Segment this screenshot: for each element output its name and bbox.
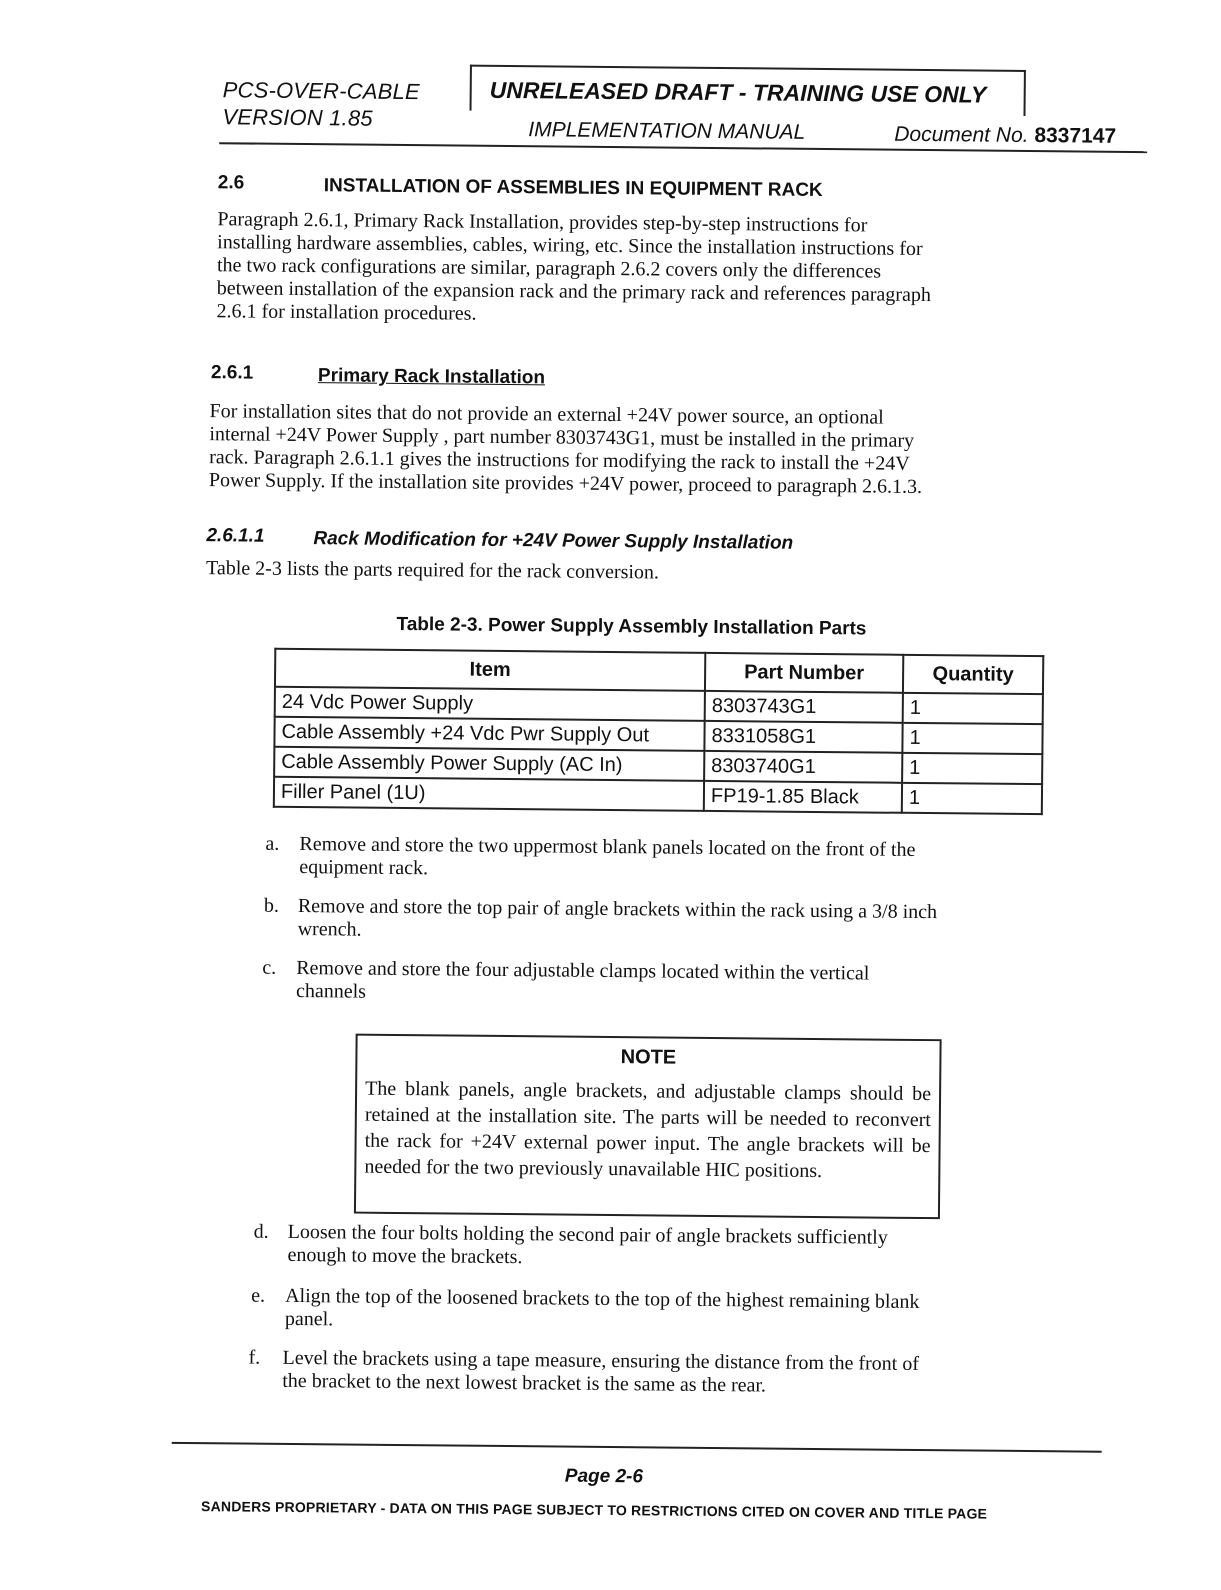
paragraph-line: rack. Paragraph 2.6.1.1 gives the instructions for modifying the rack to install the +24V bbox=[209, 446, 910, 475]
manual-title: IMPLEMENTATION MANUAL bbox=[528, 118, 806, 144]
step-letter: e. bbox=[251, 1284, 266, 1307]
header-version: VERSION 1.85 bbox=[222, 104, 373, 131]
proprietary-notice: SANDERS PROPRIETARY - DATA ON THIS PAGE SUBJECT TO RESTRICTIONS CITED ON COVER AND TITLE PAGE bbox=[201, 1498, 988, 1522]
step-line: Remove and store the two uppermost blank panels located on the front of the bbox=[299, 833, 916, 861]
subsection-title: Primary Rack Installation bbox=[317, 365, 546, 389]
step-line: Remove and store the four adjustable clamps located within the vertical bbox=[296, 956, 870, 985]
cell-item: Filler Panel (1U) bbox=[274, 777, 704, 811]
column-header-item: Item bbox=[275, 649, 705, 691]
paragraph-line: For installation sites that do not provide an external +24V power source, an optional bbox=[209, 400, 884, 429]
section-number: 2.6 bbox=[217, 172, 245, 194]
table-row bbox=[274, 777, 1042, 814]
cell-quantity: 1 bbox=[902, 723, 1042, 754]
paragraph-line: the two rack configurations are similar, paragraph 2.6.2 covers only the differences bbox=[216, 254, 882, 283]
note-box bbox=[354, 1034, 942, 1220]
step-line: the bracket to the next lowest bracket is the same as the rear. bbox=[282, 1369, 767, 1397]
document-number-value: 8337147 bbox=[1034, 124, 1117, 148]
column-header-part-number: Part Number bbox=[705, 653, 903, 693]
step-line: Level the brackets using a tape measure, ensuring the distance from the front of bbox=[282, 1346, 920, 1375]
step-line: equipment rack. bbox=[299, 856, 429, 880]
header-product: PCS-OVER-CABLE bbox=[222, 77, 421, 105]
parts-table bbox=[273, 648, 1045, 815]
paragraph-line: between installation of the expansion rack and the primary rack and references paragraph bbox=[216, 277, 931, 307]
section-2-6-paragraph bbox=[216, 208, 931, 330]
step-line: Remove and store the top pair of angle brackets within the rack using a 3/8 inch bbox=[297, 895, 938, 924]
section-2-6-1-paragraph bbox=[209, 400, 923, 499]
document-number-label: Document No. bbox=[894, 122, 1029, 147]
note-title: NOTE bbox=[620, 1046, 677, 1069]
table-caption: Table 2-3. Power Supply Assembly Installation Parts bbox=[396, 613, 867, 640]
step-line: channels bbox=[295, 979, 367, 1003]
cell-part-number: 8331058G1 bbox=[704, 721, 902, 753]
paragraph-line: installing hardware assemblies, cables, wiring, etc. Since the installation instructions for bbox=[217, 231, 923, 260]
step-line: wrench. bbox=[297, 918, 362, 941]
cell-quantity: 1 bbox=[903, 693, 1043, 724]
table-intro: Table 2-3 lists the parts required for the rack conversion. bbox=[206, 557, 660, 584]
cell-item: Cable Assembly Power Supply (AC In) bbox=[274, 747, 704, 781]
document-number bbox=[894, 123, 1116, 149]
section-title: INSTALLATION OF ASSEMBLIES IN EQUIPMENT RACK bbox=[323, 175, 823, 202]
subsubsection-number: 2.6.1.1 bbox=[206, 525, 265, 547]
paragraph-line: Paragraph 2.6.1, Primary Rack Installation, provides step-by-step instructions for bbox=[217, 208, 868, 237]
step-line: Loosen the four bolts holding the second pair of angle brackets sufficiently bbox=[287, 1220, 888, 1249]
subsection-number: 2.6.1 bbox=[210, 362, 254, 384]
step-line: panel. bbox=[284, 1307, 334, 1331]
step-letter: a. bbox=[265, 832, 280, 855]
step-line: enough to move the brackets. bbox=[287, 1243, 523, 1269]
step-letter: d. bbox=[253, 1220, 269, 1243]
note-text: The blank panels, angle brackets, and adjustable clamps should be retained at the installation site. The parts will be needed to reconvert the rack for +24V external power input. The angle brackets will be needed for the two previously unavailable HIC positions. bbox=[364, 1077, 932, 1183]
step-letter: f. bbox=[248, 1346, 261, 1369]
step-line: Align the top of the loosened brackets to the top of the highest remaining blank bbox=[285, 1284, 920, 1313]
cell-item: 24 Vdc Power Supply bbox=[275, 687, 705, 721]
paragraph-line: 2.6.1 for installation procedures. bbox=[216, 300, 477, 325]
cell-part-number: 8303743G1 bbox=[705, 691, 903, 723]
page-number: Page 2-6 bbox=[564, 1465, 644, 1488]
paragraph-line: Power Supply. If the installation site provides +24V power, proceed to paragraph 2.6.1.3. bbox=[208, 469, 923, 498]
cell-part-number: 8303740G1 bbox=[704, 751, 902, 783]
step-letter: b. bbox=[263, 894, 279, 917]
header-product-block bbox=[222, 76, 420, 132]
draft-banner: UNRELEASED DRAFT - TRAINING USE ONLY bbox=[489, 76, 987, 108]
cell-part-number: FP19-1.85 Black bbox=[704, 781, 902, 813]
cell-quantity: 1 bbox=[902, 753, 1042, 784]
subsubsection-title: Rack Modification for +24V Power Supply Installation bbox=[313, 528, 794, 554]
cell-item: Cable Assembly +24 Vdc Pwr Supply Out bbox=[274, 717, 704, 751]
footer-rule bbox=[172, 1442, 1102, 1453]
cell-quantity: 1 bbox=[902, 783, 1042, 814]
paragraph-line: internal +24V Power Supply , part number 8303743G1, must be installed in the primary bbox=[209, 423, 915, 452]
step-letter: c. bbox=[262, 956, 277, 979]
column-header-quantity: Quantity bbox=[903, 655, 1043, 694]
